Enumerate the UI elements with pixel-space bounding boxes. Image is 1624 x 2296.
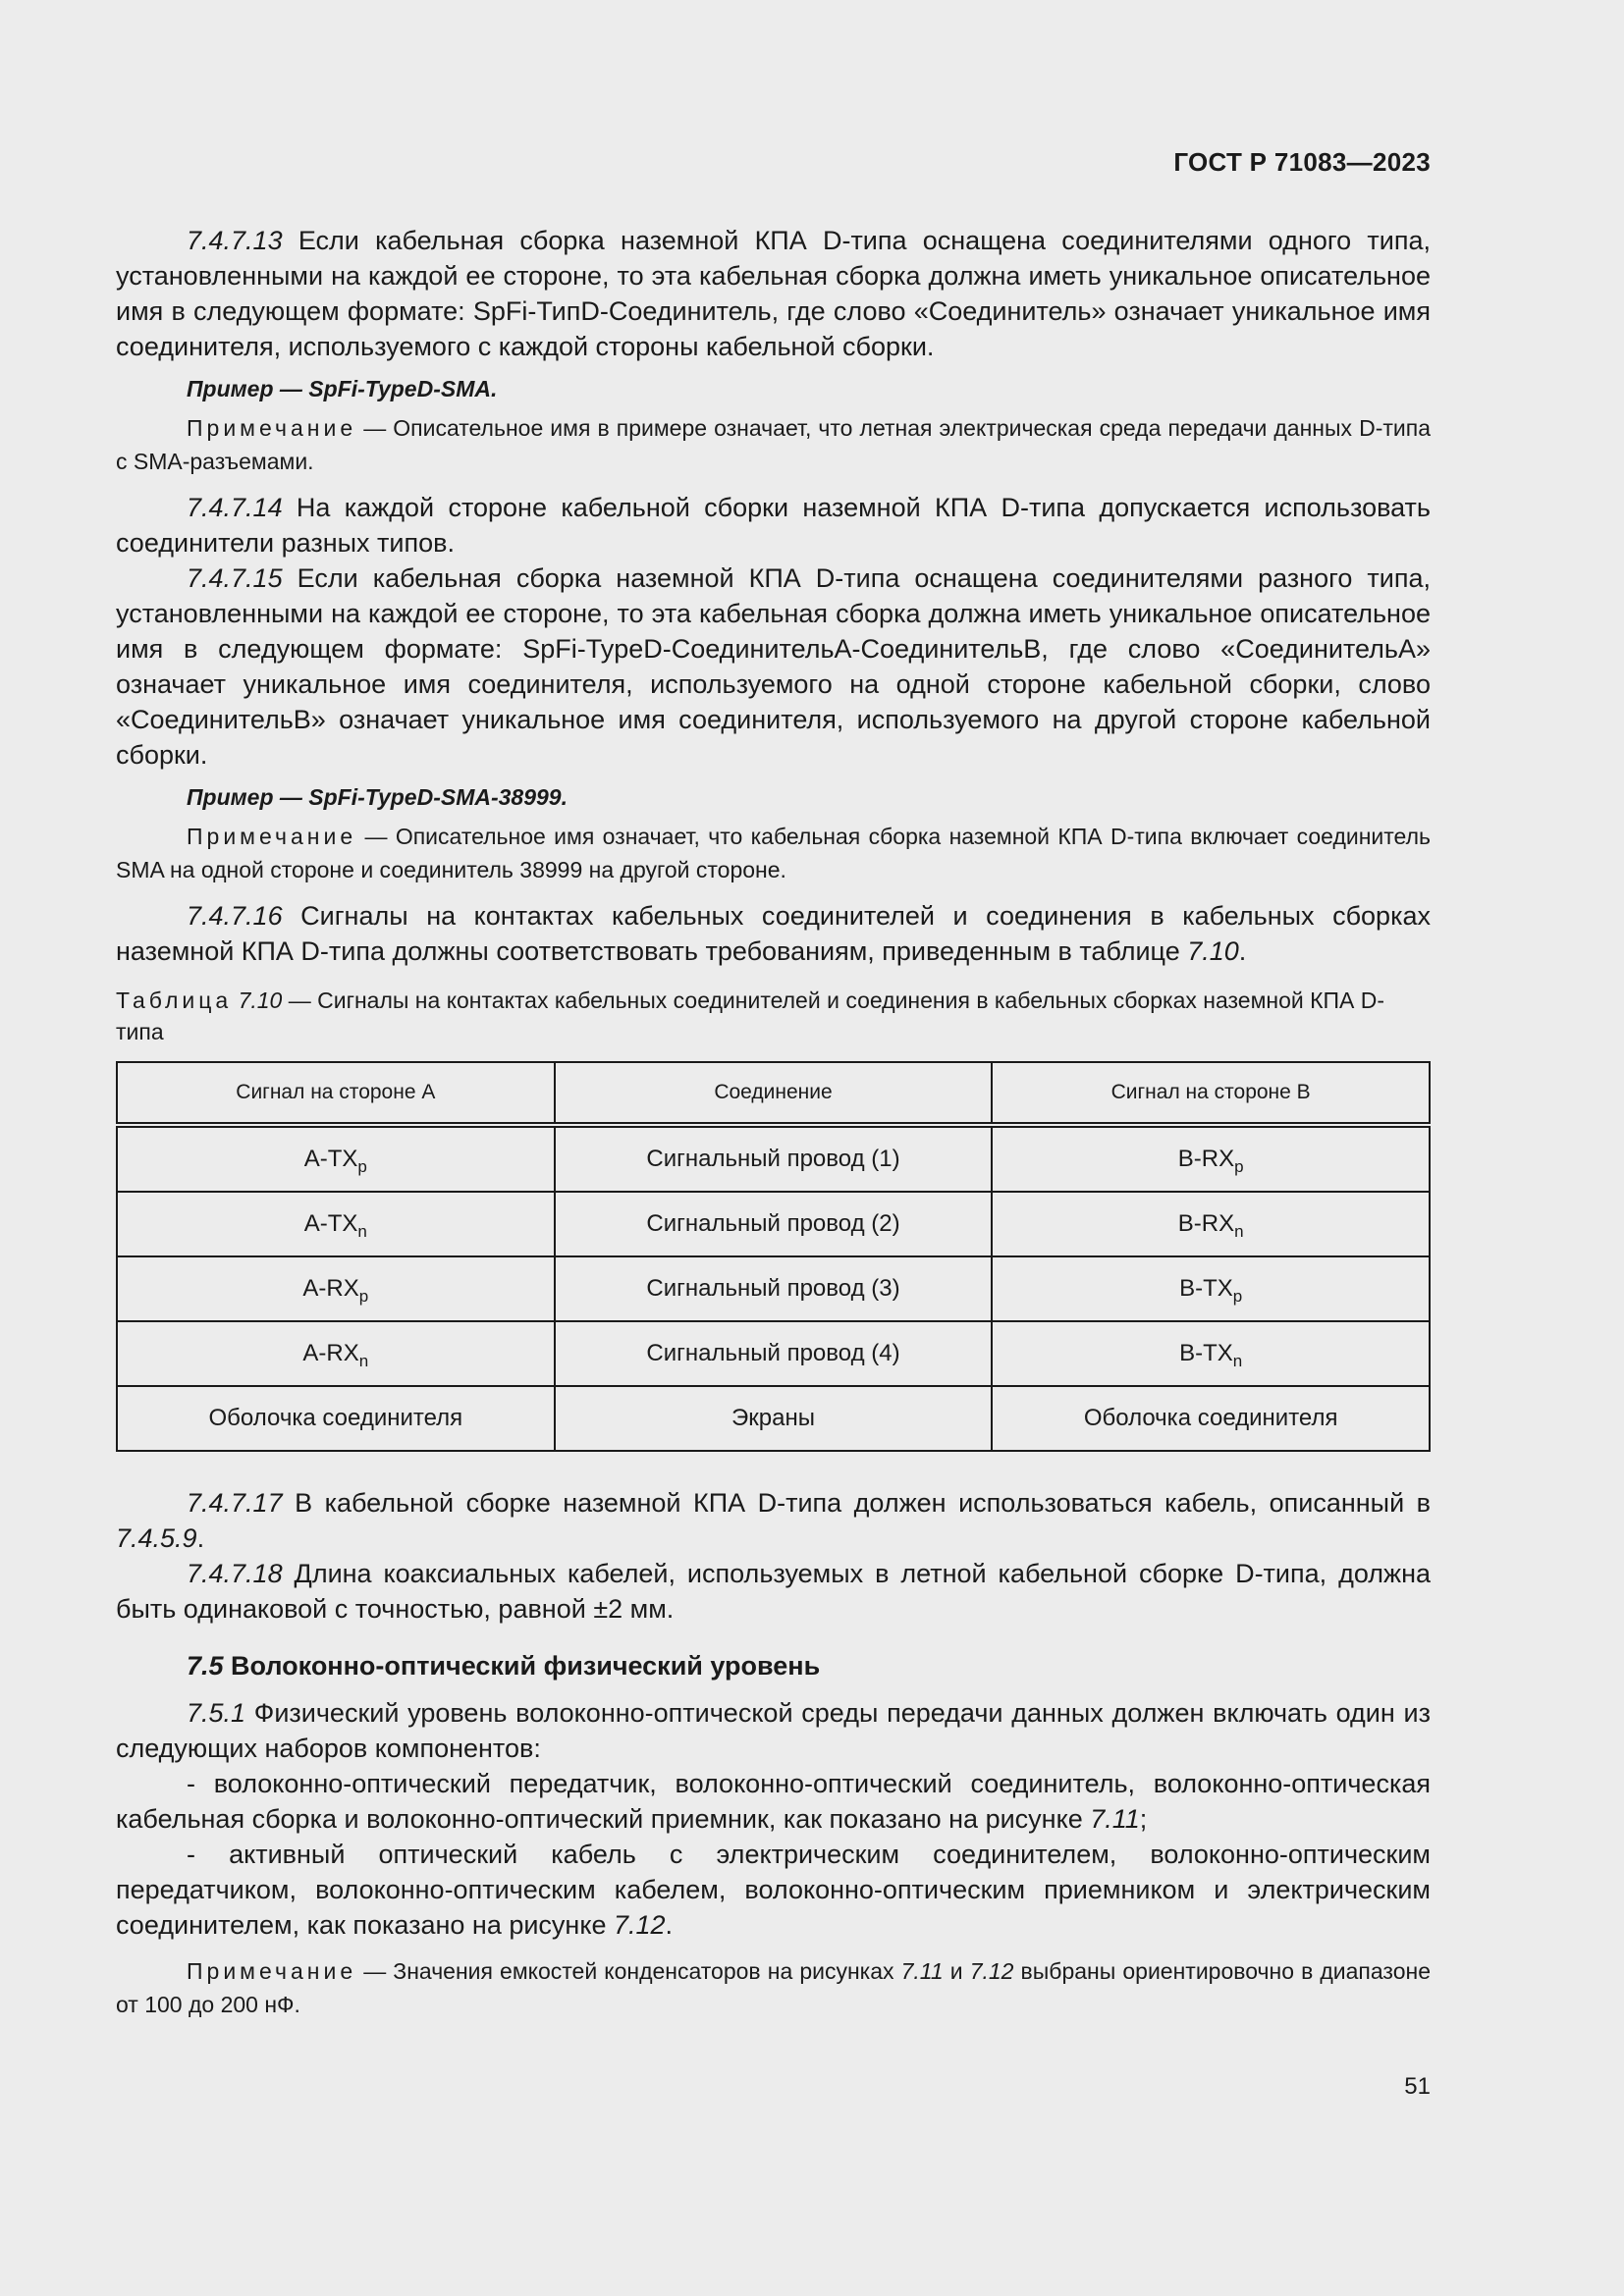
list-item-text: - волоконно-оптический передатчик, волоконно-оптический соединитель, волоконно-оптическая кабельная сборка и волоконно-оптический приемник, как показано на рисунке bbox=[116, 1769, 1431, 1834]
clause-number: 7.4.7.13 bbox=[187, 226, 283, 255]
signal-name: B-TX bbox=[1179, 1340, 1233, 1366]
paragraph-7-4-7-14 bbox=[116, 490, 1431, 561]
column-header: Сигнал на стороне А bbox=[117, 1062, 555, 1125]
table-header-row bbox=[117, 1062, 1430, 1125]
signal-name: B-TX bbox=[1179, 1275, 1233, 1302]
figure-reference: 7.12 bbox=[613, 1910, 666, 1940]
paragraph-7-4-7-15 bbox=[116, 561, 1431, 773]
list-item-text: - активный оптический кабель с электрическим соединителем, волоконно-оптическим передатчиком, волоконно-оптическим кабелем, волоконно-оптическим приемником и электрическим соединителем, как показано на рисунке bbox=[116, 1840, 1431, 1940]
page-number: 51 bbox=[1404, 2073, 1431, 2100]
clause-text: Сигналы на контактах кабельных соединителей и соединения в кабельных сборках наземной КПА D-типа должны соответствовать требованиям, приведенным в таблице bbox=[116, 901, 1431, 966]
list-item-tail: ; bbox=[1139, 1804, 1148, 1834]
clause-tail: . bbox=[196, 1523, 205, 1553]
clause-text: В кабельной сборке наземной КПА D-типа должен использоваться кабель, описанный в bbox=[282, 1488, 1431, 1518]
signal-subscript: p bbox=[1234, 1157, 1244, 1176]
clause-tail: . bbox=[1238, 936, 1247, 966]
clause-text: На каждой стороне кабельной сборки наземной КПА D-типа допускается использовать соединители разных типов. bbox=[116, 493, 1431, 558]
table-reference: 7.10 bbox=[1187, 936, 1239, 966]
table-label: Таблица bbox=[116, 988, 233, 1013]
table-row bbox=[117, 1321, 1430, 1386]
note-1 bbox=[116, 411, 1431, 478]
signal-name: A-TX bbox=[303, 1210, 358, 1237]
paragraph-7-4-7-13 bbox=[116, 223, 1431, 364]
clause-number: 7.4.7.15 bbox=[187, 563, 283, 593]
side-a-signal: Оболочка соединителя bbox=[117, 1386, 555, 1451]
signal-name: B-RX bbox=[1177, 1210, 1235, 1237]
side-a-signal bbox=[117, 1125, 555, 1192]
signal-subscript: n bbox=[1234, 1222, 1244, 1241]
note-text: — Значения емкостей конденсаторов на рисунках bbox=[356, 1958, 901, 1984]
signal-name: A-RX bbox=[302, 1340, 359, 1366]
connection-cell: Сигнальный провод (4) bbox=[555, 1321, 993, 1386]
clause-reference: 7.4.5.9 bbox=[116, 1523, 197, 1553]
signals-table bbox=[116, 1061, 1431, 1452]
note-label: Примечание bbox=[187, 1958, 357, 1984]
clause-text: Если кабельная сборка наземной КПА D-типа оснащена соединителями разного типа, установленными на каждой ее стороне, то эта кабельная сборка должна иметь уникальное описательное имя в следующем формате: SpFi-TypeD-СоединительА-СоединительВ, где слово «СоединительА» означает уникальное имя соединителя, используемого на одной стороне кабельной сборки, слово «СоединительВ» означает уникальное имя соединителя, используемого на другой стороне кабельной сборки. bbox=[116, 563, 1431, 770]
side-b-signal bbox=[992, 1256, 1430, 1321]
table-row bbox=[117, 1386, 1430, 1451]
section-heading-7-5 bbox=[116, 1648, 1431, 1683]
signal-name: A-TX bbox=[303, 1146, 358, 1172]
table-caption bbox=[116, 985, 1431, 1047]
note-label: Примечание bbox=[187, 824, 357, 849]
clause-number: 7.4.7.18 bbox=[187, 1559, 283, 1588]
table-row bbox=[117, 1125, 1430, 1192]
column-header: Соединение bbox=[555, 1062, 993, 1125]
side-b-signal bbox=[992, 1125, 1430, 1192]
note-text: — Описательное имя в примере означает, что летная электрическая среда передачи данных D-типа с SMA-разъемами. bbox=[116, 415, 1431, 474]
note-tail: выбраны ориентировочно в диапазоне от 100 до 200 нФ. bbox=[116, 1958, 1431, 2017]
signal-name: B-RX bbox=[1177, 1146, 1235, 1172]
signal-subscript: p bbox=[358, 1287, 369, 1306]
column-header: Сигнал на стороне В bbox=[992, 1062, 1430, 1125]
list-item-1 bbox=[116, 1766, 1431, 1837]
standard-header: ГОСТ Р 71083—2023 bbox=[1173, 147, 1431, 177]
clause-text: Физический уровень волоконно-оптической среды передачи данных должен включать один из следующих наборов компонентов: bbox=[116, 1698, 1431, 1763]
paragraph-7-4-7-16 bbox=[116, 898, 1431, 969]
paragraph-7-4-7-18 bbox=[116, 1556, 1431, 1627]
connection-cell: Экраны bbox=[555, 1386, 993, 1451]
figure-reference: 7.11 bbox=[900, 1958, 944, 1984]
figure-reference: 7.12 bbox=[969, 1958, 1014, 1984]
side-a-signal bbox=[117, 1192, 555, 1256]
clause-number: 7.4.7.16 bbox=[187, 901, 283, 931]
table-number: 7.10 bbox=[238, 988, 283, 1013]
connection-cell: Сигнальный провод (3) bbox=[555, 1256, 993, 1321]
table-row bbox=[117, 1256, 1430, 1321]
signal-subscript: n bbox=[358, 1352, 369, 1370]
clause-text: Длина коаксиальных кабелей, используемых в летной кабельной сборке D-типа, должна быть одинаковой с точностью, равной ±2 мм. bbox=[116, 1559, 1431, 1624]
signal-subscript: n bbox=[357, 1222, 367, 1241]
list-item-tail: . bbox=[665, 1910, 674, 1940]
side-a-signal bbox=[117, 1256, 555, 1321]
section-title: Волоконно-оптический физический уровень bbox=[223, 1651, 821, 1681]
signal-name: A-RX bbox=[302, 1275, 359, 1302]
side-b-signal bbox=[992, 1321, 1430, 1386]
connection-cell: Сигнальный провод (1) bbox=[555, 1125, 993, 1192]
note-2 bbox=[116, 820, 1431, 886]
side-b-signal bbox=[992, 1192, 1430, 1256]
connection-cell: Сигнальный провод (2) bbox=[555, 1192, 993, 1256]
clause-number: 7.4.7.17 bbox=[187, 1488, 283, 1518]
section-number: 7.5 bbox=[187, 1651, 224, 1681]
example-1: Пример — SpFi-TypeD-SMA. bbox=[187, 376, 498, 401]
signal-subscript: p bbox=[357, 1157, 367, 1176]
table-row bbox=[117, 1192, 1430, 1256]
paragraph-7-4-7-17 bbox=[116, 1485, 1431, 1556]
table-title: — Сигналы на контактах кабельных соединителей и соединения в кабельных сборках наземной КПА D-типа bbox=[116, 988, 1385, 1044]
note-3 bbox=[116, 1954, 1431, 2021]
note-text: — Описательное имя означает, что кабельная сборка наземной КПА D-типа включает соединитель SMA на одной стороне и соединитель 38999 на другой стороне. bbox=[116, 824, 1431, 882]
clause-number: 7.4.7.14 bbox=[187, 493, 283, 522]
note-label: Примечание bbox=[187, 415, 357, 441]
clause-number: 7.5.1 bbox=[187, 1698, 246, 1728]
list-item-2 bbox=[116, 1837, 1431, 1943]
signal-subscript: p bbox=[1232, 1287, 1243, 1306]
side-b-signal: Оболочка соединителя bbox=[992, 1386, 1430, 1451]
note-conjunction: и bbox=[943, 1958, 970, 1984]
paragraph-7-5-1 bbox=[116, 1695, 1431, 1766]
clause-text: Если кабельная сборка наземной КПА D-типа оснащена соединителями одного типа, установленными на каждой ее стороне, то эта кабельная сборка должна иметь уникальное описательное имя в следующем формате: SpFi-ТипD-Соединитель, где слово «Соединитель» означает уникальное имя соединителя, используемого с каждой стороны кабельной сборки. bbox=[116, 226, 1431, 361]
side-a-signal bbox=[117, 1321, 555, 1386]
page-content bbox=[116, 223, 1431, 2021]
example-2: Пример — SpFi-TypeD-SMA-38999. bbox=[187, 784, 568, 810]
signal-subscript: n bbox=[1232, 1352, 1243, 1370]
figure-reference: 7.11 bbox=[1090, 1804, 1140, 1834]
